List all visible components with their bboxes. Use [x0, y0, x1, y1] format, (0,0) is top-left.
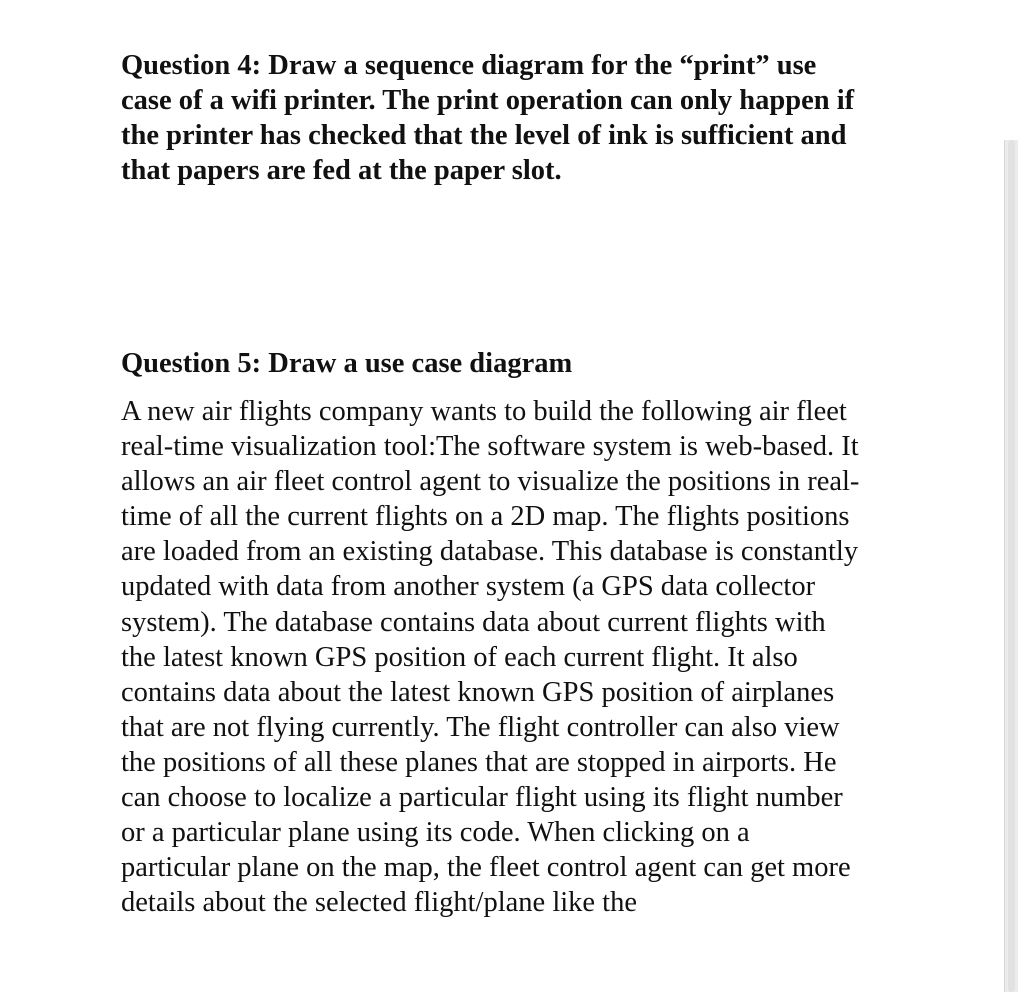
question-5-line: or a particular plane using its code. When clicking on a [121, 817, 750, 849]
question-5-line: time of all the current flights on a 2D map. The flights positions [121, 501, 850, 533]
question-4-line: case of a wifi printer. The print operation can only happen if [121, 85, 855, 116]
question-5-line: the latest known GPS position of each current flight. It also [121, 641, 798, 673]
question-5-line: A new air flights company wants to build the following air fleet [121, 396, 847, 427]
question-5-title: Question 5: Draw a use case diagram [121, 348, 573, 379]
question-5-line: can choose to localize a particular flight using its flight number [121, 782, 843, 814]
question-4-line: that papers are fed at the paper slot. [121, 155, 562, 186]
question-5-body [121, 394, 859, 920]
question-5-line: are loaded from an existing database. This database is constantly [121, 536, 859, 568]
vertical-scrollbar[interactable] [1004, 140, 1018, 992]
question-4-block [121, 48, 921, 188]
question-5-line: contains data about the latest known GPS position of airplanes [121, 676, 835, 708]
question-5-line: system). The database contains data about current flights with [121, 606, 826, 638]
question-5-line: the positions of all these planes that are stopped in airports. He [121, 746, 837, 778]
question-4-line: the printer has checked that the level of ink is sufficient and [121, 120, 847, 151]
question-5-line: particular plane on the map, the fleet control agent can get more [121, 852, 851, 884]
question-5-line: real-time visualization tool:The software system is web-based. It [121, 431, 859, 463]
question-5-line: that are not flying currently. The flight controller can also view [121, 711, 840, 743]
question-4-line: Question 4: Draw a sequence diagram for the “print” use [121, 50, 817, 81]
question-5-line: details about the selected flight/plane like the [121, 887, 637, 919]
question-5-line: updated with data from another system (a GPS data collector [121, 571, 816, 603]
question-5-line: allows an air fleet control agent to visualize the positions in real- [121, 466, 860, 498]
scrollbar-thumb[interactable] [1008, 140, 1015, 992]
